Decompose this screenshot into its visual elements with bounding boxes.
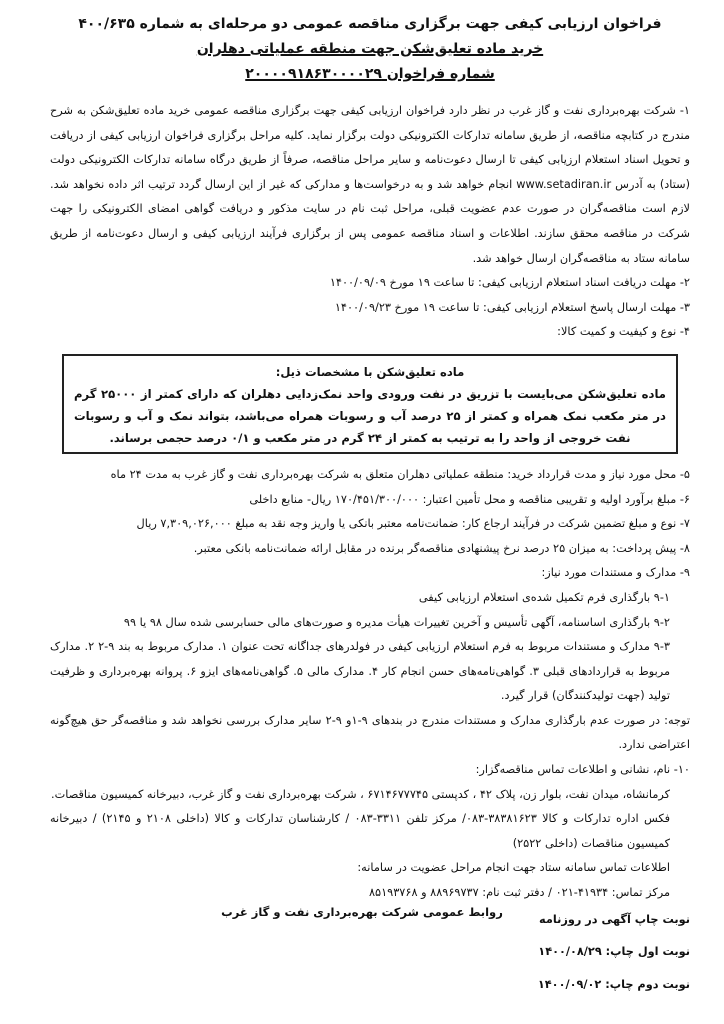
fax-phone: فکس اداره تدارکات و کالا ۳۸۳۸۱۶۲۳-۰۸۳/ مرکز تلفن ۳۳۱۱-۰۸۳ / کارشناسان تدارکات و کالا (داخلی ۲۱۰۸ و ۲۱۴۵) / دبیرخانه کمیسیون مناقصات (داخلی ۲۵۲۲) [50, 812, 670, 850]
item-9-3: ۹-۳ مدارک و مستندات مربوط به فرم استعلام ارزیابی کیفی در فولدرهای جداگانه تحت عنوان ۱. مدارک مربوط به بند ۹-۲ ۲. مدارک مربوط به قراردادهای قبلی ۳. گواهی‌نامه‌های حسن انجام کار ۴. مدارک مالی ۵. گواهی‌نامه‌های ایزو ۶. پروانه بهره‌برداری و ظرفیت تولید (جهت تولیدکنندگان) قرار گیرد. [50, 640, 671, 703]
box-heading: ماده تعلیق‌شکن با مشخصات ذیل: [275, 364, 465, 379]
item-9: ۹- مدارک و مستندات مورد نیاز: [541, 566, 690, 580]
item-3: ۳- مهلت ارسال پاسخ استعلام ارزیابی کیفی: تا ساعت ۱۹ مورخ ۱۴۰۰/۰۹/۲۳ [334, 300, 690, 314]
item-5: ۵- محل مورد نیاز و مدت قرارداد خرید: منطقه عملیاتی دهلران متعلق به شرکت بهره‌برداری نفت و گاز غرب به مدت ۲۴ ماه [110, 467, 690, 481]
address: کرمانشاه، میدان نفت، بلوار زن، پلاک ۴۲ ، کدپستی ۶۷۱۴۶۷۷۷۴۵ ، شرکت بهره‌برداری نفت و گاز غرب، دبیرخانه کمیسیون مناقصات. [51, 787, 670, 801]
setad-info: اطلاعات تماس سامانه ستاد جهت انجام مراحل عضویت در سامانه: [357, 861, 670, 875]
item-8: ۸- پیش پرداخت: به میزان ۲۵ درصد نرخ پیشنهادی مناقصه‌گر برنده در مقابل ارائه ضمانت‌نامه بانکی معتبر. [193, 541, 690, 555]
print-heading: نوبت چاپ آگهی در روزنامه [539, 912, 690, 926]
item-2: ۲- مهلت دریافت اسناد استعلام ارزیابی کیفی: تا ساعت ۱۹ مورخ ۱۴۰۰/۰۹/۰۹ [329, 276, 690, 290]
item-7: ۷- نوع و مبلغ تضمین شرکت در فرآیند ارجاع کار: ضمانت‌نامه معتبر بانکی یا واریز وجه نقد به مبلغ ۷,۳۰۹,۰۲۶,۰۰۰ ریال [136, 517, 690, 531]
second-print-date: نوبت دوم چاپ: ۱۴۰۰/۰۹/۰۲ [537, 977, 690, 991]
setad-contact: مرکز تماس: ۴۱۹۳۴-۰۲۱ / دفتر ثبت نام: ۸۸۹۶۹۷۳۷ و ۸۵۱۹۳۷۶۸ [368, 886, 670, 900]
subtitle: خرید ماده تعلیق‌شکن جهت منطقه عملیاتی دهلران [196, 41, 544, 57]
call-number: شماره فراخوان ۲۰۰۰۰۹۱۸۶۳۰۰۰۰۲۹ [245, 66, 495, 82]
box-body: ماده تعلیق‌شکن می‌بایست با تزریق در نفت ورودی واحد نمک‌زدایی دهلران که دارای کمتر از ۲۵۰۰۰ گرم در متر مکعب نمک همراه و کمتر از ۲۵ درصد آب و رسوبات همراه می‌باشد، بتواند نمک و آب و رسوبات نفت خروجی از واحد را به ترتیب به کمتر از ۲۴ گرم در متر مکعب و ۰/۱ درصد حجمی برساند. [74, 386, 666, 445]
item-10: ۱۰- نام، نشانی و اطلاعات تماس مناقصه‌گزار: [475, 763, 690, 777]
item-9-2: ۹-۲ بارگذاری اساسنامه، آگهی تأسیس و آخرین تغییرات هیأت مدیره و صورت‌های مالی حسابرسی شده سال ۹۸ یا ۹۹ [123, 615, 670, 629]
item-6: ۶- مبلغ برآورد اولیه و تقریبی مناقصه و محل تأمین اعتبار: ۱۷۰/۴۵۱/۳۰۰/۰۰۰ ریال- منابع داخلی [249, 492, 690, 506]
main-title: فراخوان ارزیابی کیفی جهت برگزاری مناقصه عمومی دو مرحله‌ای به شماره ۴۰۰/۶۳۵ [78, 16, 662, 32]
specification-box [62, 354, 678, 454]
title-block [50, 11, 690, 87]
tender-notice [50, 0, 690, 997]
first-print-date: نوبت اول چاپ: ۱۴۰۰/۰۸/۲۹ [538, 945, 690, 959]
note: توجه: در صورت عدم بارگذاری مدارک و مستندات مندرج در بندهای ۹-۱و ۹-۲ سایر مدارک بررسی نخواهد شد و مناقصه‌گر حق هیچ‌گونه اعتراضی ندارد. [50, 713, 691, 752]
item-1: ۱- شرکت بهره‌برداری نفت و گاز غرب در نظر دارد فراخوان ارزیابی کیفی جهت برگزاری مناقصه عمومی خرید ماده تعلیق‌شکن به شرح مندرج در کتابچه مناقصه، از طریق سامانه تدارکات الکترونیکی دولت برگزار نماید. کلیه مراحل برگزاری فراخوان ارزیابی کیفی از دریافت و تحویل اسناد استعلام ارزیابی کیفی تا ارسال دعوت‌نامه و سایر مراحل مناقصه، صرفاً از طریق درگاه سامانه تدارکات الکترونیکی دولت (ستاد) به آدرس www.setadiran.ir انجام خواهد شد و به درخواست‌ها و مدارکی که غیر از این ارسال گردد ترتیب اثر داده نخواهد شد. لازم است مناقصه‌گران در صورت عدم عضویت قبلی، مراحل ثبت نام در سایت مذکور و دریافت گواهی امضای الکترونیکی را جهت شرکت در مناقصه محقق سازند. اطلاعات و اسناد مناقصه عمومی پس از برگزاری فرآیند ارزیابی کیفی و ارسال دعوت‌نامه از طریق سامانه ستاد به مناقصه‌گران ارسال خواهد شد. [50, 104, 690, 265]
item-9-1: ۹-۱ بارگذاری فرم تکمیل شده‌ی استعلام ارزیابی کیفی [418, 590, 670, 604]
footer-signature: روابط عمومی شرکت بهره‌برداری نفت و گاز غرب [221, 905, 503, 919]
item-4: ۴- نوع و کیفیت و کمیت کالا: [557, 325, 690, 339]
